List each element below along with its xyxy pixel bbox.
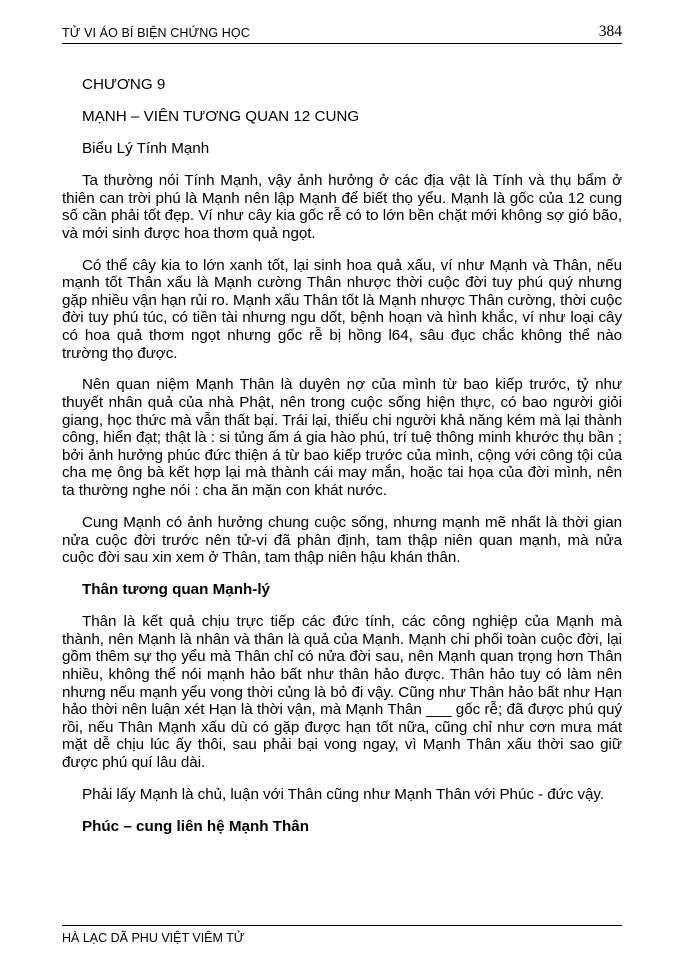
page-header: [62, 22, 622, 44]
paragraph: Nên quan niệm Mạnh Thân là duyên nợ của mình từ bao kiếp trước, tỷ như thuyết nhân quả của nhà Phật, nên trong cuộc sống hiện thực, có bao người giỏi giang, học thức mà vẫn thất bại. Trái lại, thiếu chi người khả năng kém mà lại thành công, hiển đạt; thật là : si tủng ấm á gia hào phú, trí tuệ thông minh khước thụ bần ; bởi ảnh hưởng phúc đức thiện á từ bao kiếp trước của mình, cộng với công tội của cha mẹ ông bà kết hợp lại mà thành cái may mắn, hoặc tai họa của đời mình, nên ta thường nghe nói : cha ăn mặn con khát nước.: [62, 376, 622, 500]
section-subtitle: Biểu Lý Tính Mạnh: [82, 139, 210, 157]
chapter-number: CHƯƠNG 9: [82, 76, 166, 93]
section-heading: Thân tương quan Mạnh-lý: [82, 581, 270, 599]
page-footer: [62, 925, 622, 947]
paragraph: Cung Mạnh có ảnh hưởng chung cuộc sống, nhưng mạnh mẽ nhất là thời gian nửa cuộc đời trước nên tử-vi đã phân định, tam thập niên quan mạnh, mà nửa cuộc đời sau xin xem ở Thân, tam thập niên hậu khán thân.: [62, 513, 622, 567]
page-content: [62, 76, 622, 850]
paragraph: Có thể cây kia to lớn xanh tốt, lại sinh hoa quả xấu, ví như Mạnh và Thân, nếu mạnh tốt Thân xấu là Mạnh cường Thân nhược thời cuộc đời tuy phú quý nhưng gặp nhiều vận hạn rủi ro. Mạnh xấu Thân tốt là Mạnh nhược Thân cường, thời cuộc đời tuy phú túc, có tiền tài nhưng ngu dốt, bệnh hoạn và hình khắc, ví như loại cây có hoa quả thơm ngọt nhưng gốc rễ bị hồng l64, sâu đục chắc không thể nào trường thọ được.: [62, 256, 622, 362]
paragraph: Phải lấy Mạnh là chủ, luận với Thân cũng như Mạnh Thân với Phúc - đức vậy.: [82, 785, 604, 803]
running-header-title: TỬ VI ÁO BÍ BIỆN CHỨNG HỌC: [62, 26, 250, 40]
page-number: 384: [598, 23, 622, 40]
footer-author: HÀ LẠC DÃ PHU VIỆT VIÊM TỬ: [62, 931, 245, 945]
paragraph: Ta thường nói Tính Mạnh, vậy ảnh hưởng ở các địa vật là Tính và thụ bẩm ở thiên can trời phú là Mạnh nên lập Mạnh để biết thọ yểu. Mạnh là gốc của 12 cung số cần phải tốt đẹp. Ví như cây kia gốc rễ có to lớn bền chặt mới không sợ gió bão, và mới sinh được hoa thơm quả ngọt.: [62, 171, 622, 242]
section-heading: Phúc – cung liên hệ Mạnh Thân: [82, 817, 309, 835]
chapter-title: MẠNH – VIÊN TƯƠNG QUAN 12 CUNG: [82, 107, 360, 125]
paragraph: Thân là kết quả chịu trực tiếp các đức tính, các công nghiệp của Mạnh mà thành, nên Mạnh là nhân và thân là quả của Mạnh. Mạnh chi phối toàn cuộc đời, lại gồm thêm sự thọ yểu mà Thân chỉ có nửa đời sau, nên Mạnh quan trọng hơn Thân nhiều, không thể nói mạnh hảo bất như thân hảo được. Thân hảo tuy có làm nên nhưng nếu mạnh yểu vong thời củng là bỏ đi vậy. Cũng như Thân hảo bất như Hạn hảo thời nên luận xét Hạn là thời vận, mà Mạnh Thân ___ gốc rễ; đã được phú quý rồi, nếu Thân Mạnh xấu dù có gặp được hạn tốt nữa, cũng chỉ như cơn mưa mát mặt dễ chịu lúc ấy thôi, sau phải bại vong ngay, vì Mạnh Thân xấu thời sao giữ được phú quí lâu dài.: [62, 613, 622, 771]
